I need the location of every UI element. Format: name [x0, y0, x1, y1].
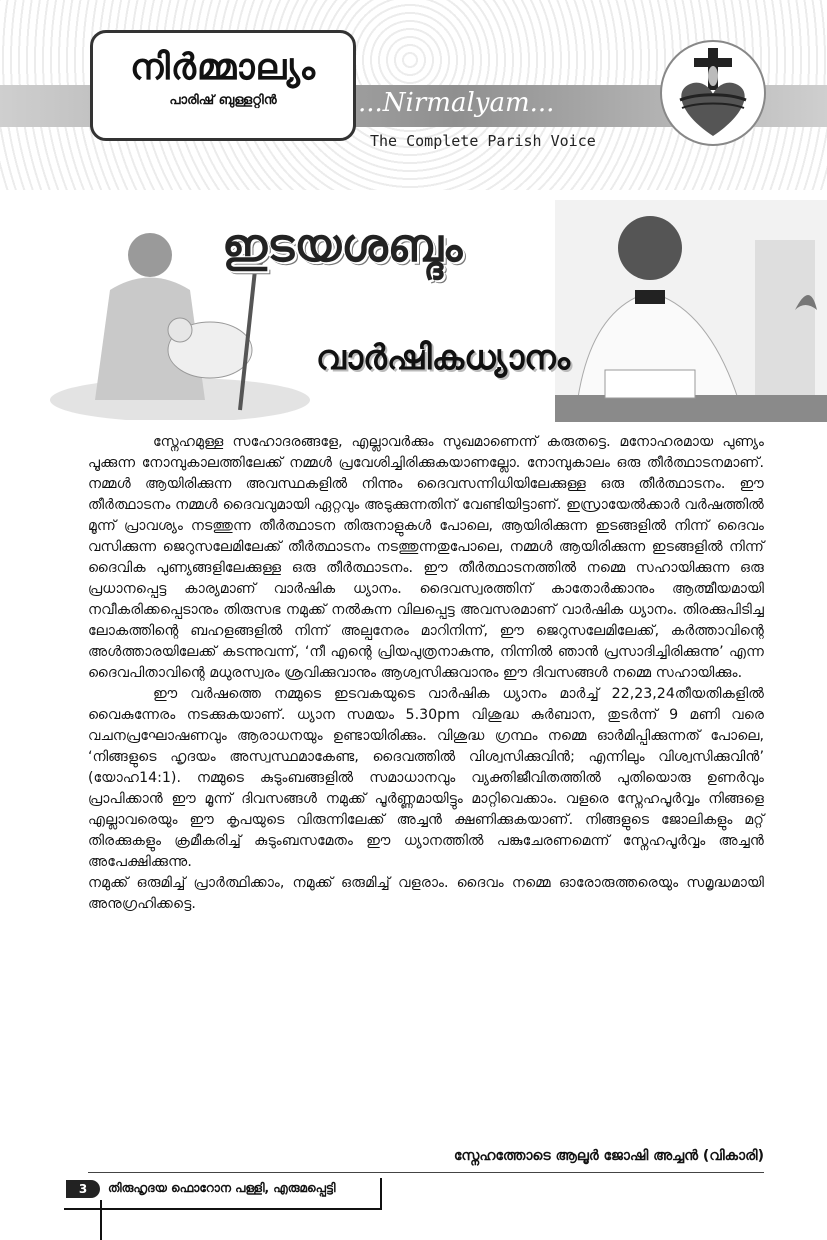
article-paragraph-2: ഈ വർഷത്തെ നമ്മുടെ ഇടവകയുടെ വാർഷിക ധ്യാനം മാർച്ച് 22,23,24തീയതികളിൽ വൈകുന്നേരം നടക്കുകയാണ്. ധ്യാന സമയം 5.30pm വിശുദ്ധ കുർബാന, തുടർന്ന് 9 മണി വരെ വചനപ്രഘോഷണവും ആരാധനയും ഉണ്ടായിരിക്കും. വിശുദ്ധ ഗ്രന്ഥം നമ്മെ ഓർമിപ്പിക്കുന്നത് പോലെ, ‘നിങ്ങളുടെ ഹൃദയം അസ്വസ്ഥമാകേണ്ട, ദൈവത്തിൽ വിശ്വസിക്കുവിൻ; എന്നിലും വിശ്വസിക്കുവിൻ’ (യോഹ14:1). നമ്മുടെ കുടുംബങ്ങളിൽ സമാധാനവും വ്യക്തിജീവിതത്തിൽ പുതിയൊരു ഉണർവും പ്രാപിക്കാൻ ഈ മൂന്ന് ദിവസങ്ങൾ നമുക്ക് പൂർണ്ണമായിട്ടും മാറ്റിവെക്കാം. വളരെ സ്നേഹപൂർവ്വം നിങ്ങളെ എല്ലാവരെയും ഈ കൃപയുടെ വിരുന്നിലേക്ക് അച്ചൻ ക്ഷണിക്കുകയാണ്. നിങ്ങളുടെ ജോലികളും മറ്റ് തിരക്കുകളും ക്രമീകരിച്ച് കുടുംബസമേതം ഈ ധ്യാനത്തിൽ പങ്കുചേരണമെന്ന് സ്നേഹപൂർവ്വം അച്ചൻ അപേക്ഷിക്കുന്നു. — [88, 686, 764, 870]
section-subtitle: വാർഷികധ്യാനം — [316, 338, 570, 378]
tagline: The Complete Parish Voice — [370, 132, 596, 150]
logo-title: നിർമ്മാല്യം — [130, 47, 316, 88]
sacred-heart-icon — [658, 38, 768, 148]
page-header — [0, 0, 827, 190]
bulletin-logo — [90, 30, 356, 141]
brand-english: ...Nirmalyam... — [358, 88, 555, 118]
priest-photo — [555, 200, 827, 422]
page-number: 3 — [66, 1180, 100, 1198]
section-title: ഇടയശബ്ദം — [222, 218, 463, 272]
signature: സ്നേഹത്തോടെ ആലൂർ ജോഷി അച്ചൻ (വികാരി) — [453, 1148, 764, 1164]
footer-divider — [88, 1172, 764, 1173]
footer-bar — [380, 1178, 382, 1210]
footer-side-rule — [100, 1200, 102, 1240]
article-paragraph-1: സ്നേഹമുള്ള സഹോദരങ്ങളേ, എല്ലാവർക്കും സുഖമാണെന്ന് കരുതട്ടെ. മനോഹരമായ പുണ്യം പൂക്കുന്ന നോമ്പുകാലത്തിലേക്ക് നമ്മൾ പ്രവേശിച്ചിരിക്കുകയാണല്ലോ. നോമ്പുകാലം ഒരു തീർത്ഥാടനമാണ്. നമ്മൾ ആയിരിക്കുന്ന അവസ്ഥകളിൽ നിന്നും ദൈവസന്നിധിയിലേക്കുള്ള ഒരു തീർത്ഥാടനം. ഈ തീർത്ഥാടനം നമ്മൾ ദൈവവുമായി ഏറ്റവും അടുക്കുന്നതിന് വേണ്ടിയിട്ടാണ്. ഇസ്രായേൽക്കാർ വർഷത്തിൽ മൂന്ന് പ്രാവശ്യം നടത്തുന്ന തീർത്ഥാടന തിരുനാളുകൾ പോലെ, ആയിരിക്കുന്ന ഇടങ്ങളിൽ നിന്ന് ദൈവം വസിക്കുന്ന ജെറുസലേമിലേക്ക് തീർത്ഥാടനം നടത്തുന്നതുപോലെ, നമ്മൾ ആയിരിക്കുന്ന ഇടങ്ങളിൽ നിന്ന് ദൈവിക പുണ്യങ്ങളിലേക്കുള്ള ഒരു തീർത്ഥാടനം. ഈ തീർത്ഥാടനത്തിൽ നമ്മെ സഹായിക്കുന്ന ഒരു പ്രധാനപ്പെട്ട കാര്യമാണ് വാർഷിക ധ്യാനം. ദൈവസ്വരത്തിന് കാതോർക്കാനും ആത്മീയമായി നവീകരിക്കപ്പെടാനും തിരുസഭ നമുക്ക് നൽകുന്ന വിലപ്പെട്ട അവസരമാണ് വാർഷിക ധ്യാനം. തിരക്കുപിടിച്ച ലോകത്തിന്റെ ബഹളങ്ങളിൽ നിന്ന് അല്പനേരം മാറിനിന്ന്, ഈ ജെറുസലേമിലേക്ക്, കർത്താവിന്റെ അൾത്താരയിലേക്ക് കടന്നുവന്ന്, ‘നീ എന്റെ പ്രിയപുത്രനാകുന്നു, നിന്നിൽ ഞാൻ പ്രസാദിച്ചിരിക്കുന്നു’ എന്ന ദൈവപിതാവിന്റെ മധുരസ്വരം ശ്രവിക്കുവാനും ആശ്വസിക്കുവാനും ഈ ദിവസങ്ങൾ നമ്മെ സഹായിക്കും. — [88, 434, 764, 681]
logo-subtitle: പാരിഷ് ബുള്ളറ്റിൻ — [169, 93, 277, 108]
footer-parish-name: തിരുഹൃദയ ഫൊറോന പള്ളി, എരുമപ്പെട്ടി — [108, 1181, 336, 1195]
article-paragraph-3: നമുക്ക് ഒരുമിച്ച് പ്രാർത്ഥിക്കാം, നമുക്ക് ഒരുമിച്ച് വളരാം. ദൈവം നമ്മെ ഓരോരുത്തരെയും സമൃദ്ധമായി അനുഗ്രഹിക്കട്ടെ. — [88, 875, 764, 912]
article-body — [88, 432, 764, 915]
